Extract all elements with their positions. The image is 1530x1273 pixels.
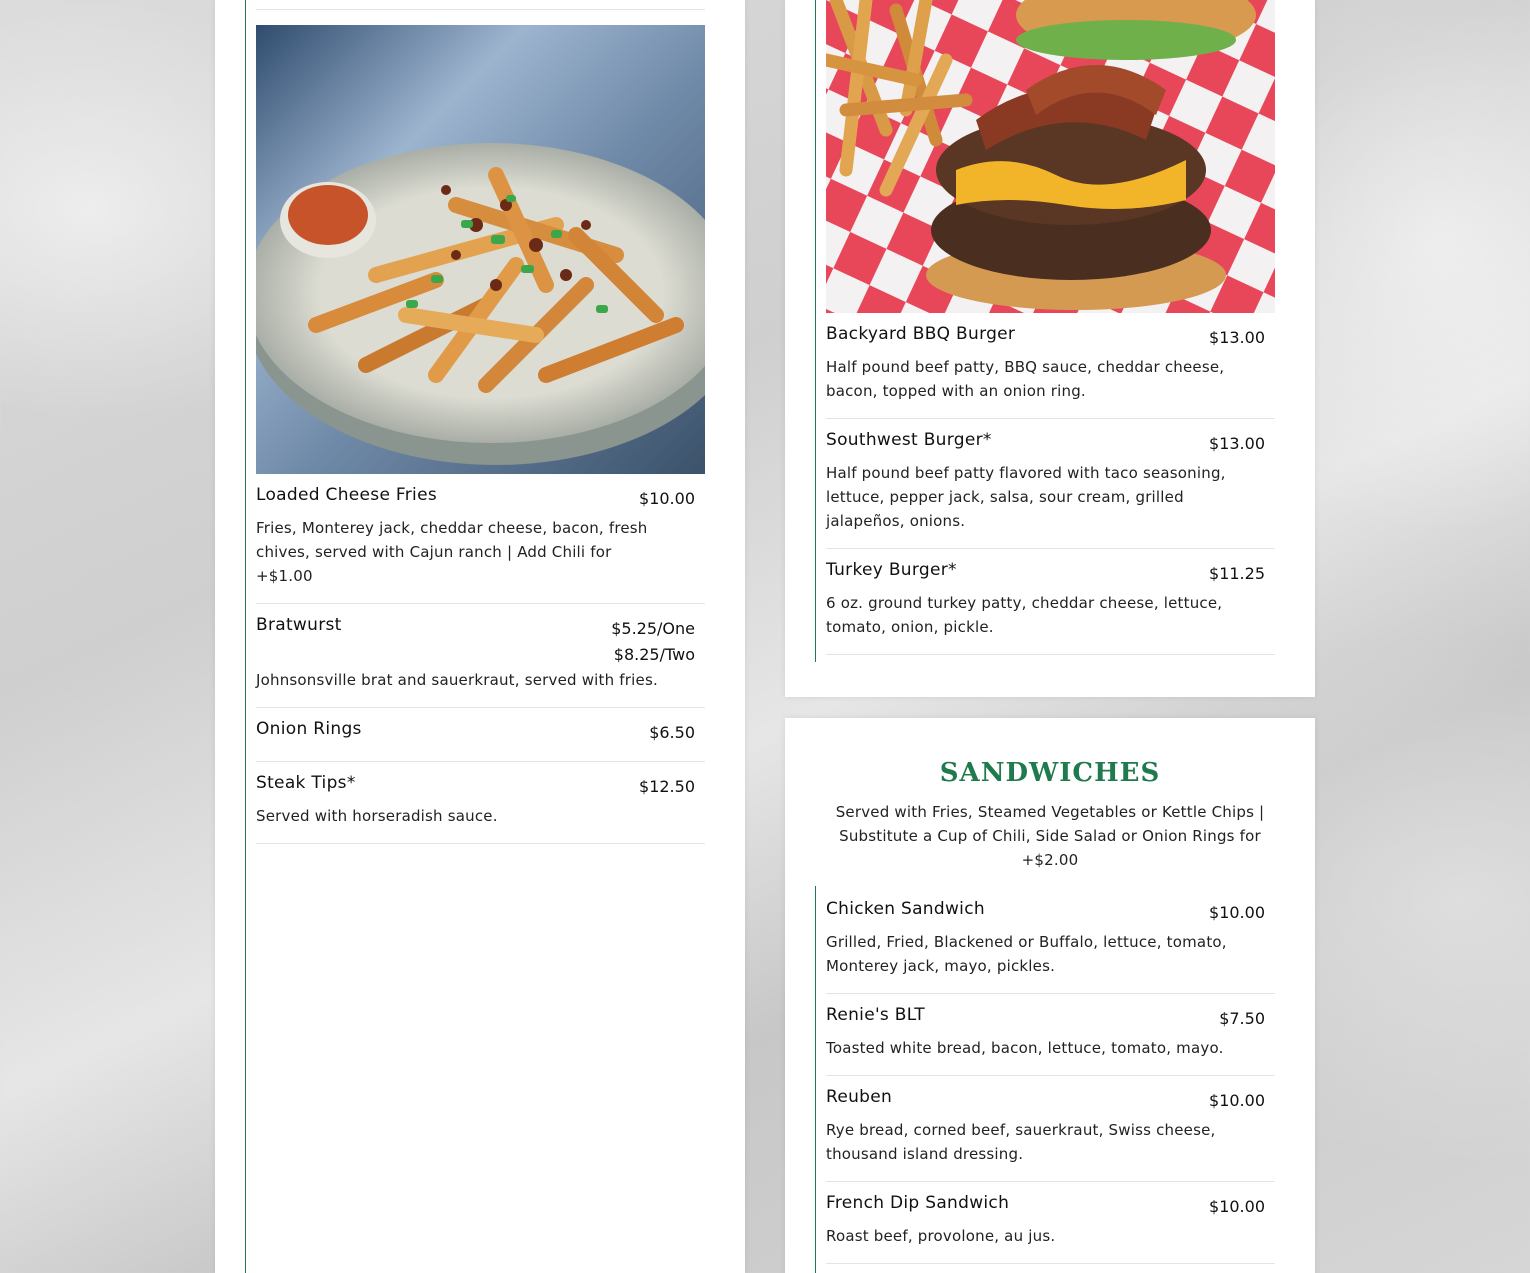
burgers-panel <box>785 0 1315 697</box>
loaded-cheese-fries-photo <box>256 25 705 474</box>
item-price: $13.00 <box>1209 434 1265 453</box>
item-name: Steak Tips* <box>256 773 356 793</box>
item-description: Served with horseradish sauce. <box>256 807 498 825</box>
item-description: Half pound beef patty, BBQ sauce, cheddar cheese, bacon, topped with an onion ring. <box>826 358 1225 400</box>
accent-rail <box>815 886 816 1273</box>
item-price: $10.00 <box>1209 1197 1265 1216</box>
list-item <box>826 1076 1275 1182</box>
item-name: Southwest Burger* <box>826 430 992 450</box>
item-name: Backyard BBQ Burger <box>826 324 1016 344</box>
item-price: $10.00 <box>1209 1091 1265 1110</box>
item-name: Onion Rings <box>256 719 362 739</box>
item-name: Renie's BLT <box>826 1005 925 1025</box>
accent-rail <box>245 0 246 1273</box>
item-price: $11.25 <box>1209 564 1265 583</box>
sandwiches-panel <box>785 718 1315 1273</box>
item-description: Roast beef, provolone, au jus. <box>826 1227 1056 1245</box>
item-name: Turkey Burger* <box>826 560 957 580</box>
appetizers-panel <box>215 0 745 1273</box>
item-price: $10.00 <box>639 489 695 508</box>
appetizer-list <box>256 0 705 844</box>
item-price-two: $8.25/Two <box>613 645 695 664</box>
list-item <box>826 313 1275 419</box>
item-name: Reuben <box>826 1087 893 1107</box>
item-description: 6 oz. ground turkey patty, cheddar cheese, lettuce, tomato, onion, pickle. <box>826 594 1223 636</box>
item-price: $13.00 <box>1209 328 1265 347</box>
list-item <box>256 474 705 604</box>
sandwich-list <box>826 888 1275 1264</box>
list-item <box>256 762 705 844</box>
item-name: Bratwurst <box>256 615 342 635</box>
item-description: Johnsonsville brat and sauerkraut, served with fries. <box>256 671 658 689</box>
section-title: SANDWICHES <box>939 758 1161 788</box>
item-description: Half pound beef patty flavored with taco seasoning, lettuce, pepper jack, salsa, sour cream, grilled jalapeños, onions. <box>826 464 1226 530</box>
list-item <box>826 1182 1275 1264</box>
item-price: $6.50 <box>649 723 695 742</box>
item-description: Grilled, Fried, Blackened or Buffalo, lettuce, tomato, Monterey jack, mayo, pickles. <box>826 933 1227 975</box>
item-name: French Dip Sandwich <box>826 1193 1010 1213</box>
item-name: Loaded Cheese Fries <box>256 485 437 505</box>
item-description: Fries, Monterey jack, cheddar cheese, bacon, fresh chives, served with Cajun ranch | Add Chili for +$1.00 <box>256 519 648 585</box>
item-price <box>611 616 695 668</box>
item-price: $12.50 <box>639 777 695 796</box>
bbq-burger-photo <box>826 0 1275 313</box>
item-price: $7.50 <box>1219 1009 1265 1028</box>
list-item <box>256 604 705 708</box>
list-item <box>826 888 1275 994</box>
divider <box>256 0 705 10</box>
item-name: Chicken Sandwich <box>826 899 985 919</box>
section-subtitle: Served with Fries, Steamed Vegetables or Kettle Chips | Substitute a Cup of Chili, Side Salad or Onion Rings for +$2.00 <box>835 803 1265 869</box>
item-price: $10.00 <box>1209 903 1265 922</box>
item-price-one: $5.25/One <box>611 619 695 638</box>
list-item <box>826 419 1275 549</box>
item-description: Rye bread, corned beef, sauerkraut, Swiss cheese, thousand island dressing. <box>826 1121 1216 1163</box>
item-description: Toasted white bread, bacon, lettuce, tomato, mayo. <box>826 1039 1224 1057</box>
list-item <box>256 708 705 762</box>
list-item <box>826 549 1275 655</box>
accent-rail <box>815 0 816 662</box>
list-item <box>826 994 1275 1076</box>
burger-list <box>826 0 1275 655</box>
